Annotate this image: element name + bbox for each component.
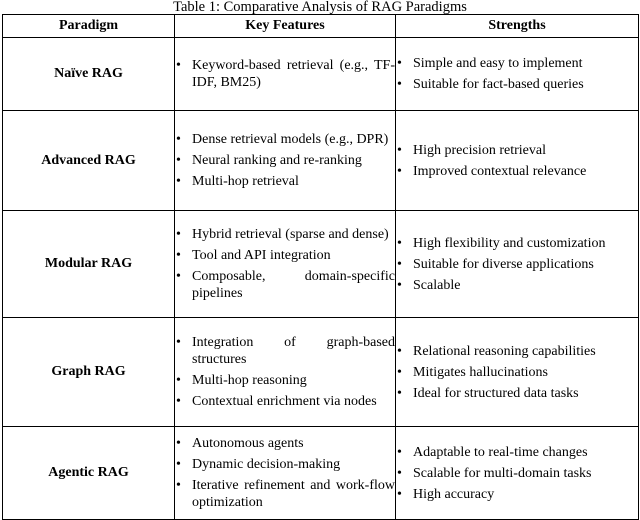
paradigm-cell: Modular RAG <box>3 211 175 318</box>
features-cell <box>175 427 396 520</box>
strength-item: • High flexibility and customization <box>396 235 638 252</box>
strength-item: • High precision retrieval <box>396 142 638 159</box>
strength-item: • Mitigates hallucinations <box>396 364 638 381</box>
header-key-features: Key Features <box>175 15 396 38</box>
table-row-naive-rag <box>3 38 639 111</box>
header-paradigm: Paradigm <box>3 15 175 38</box>
feature-item: • Integration of graph-based structures <box>175 334 395 368</box>
table-row-agentic-rag <box>3 427 639 520</box>
feature-item: • Keyword-based retrieval (e.g., TF-IDF, BM25) <box>175 57 395 91</box>
features-cell <box>175 38 396 111</box>
feature-item: • Iterative refinement and work-flow optimization <box>175 477 395 511</box>
table-row-graph-rag <box>3 318 639 427</box>
strengths-cell <box>396 111 639 211</box>
feature-item: • Contextual enrichment via nodes <box>175 393 395 410</box>
header-row <box>3 15 639 38</box>
table-row-modular-rag <box>3 211 639 318</box>
feature-item: • Multi-hop retrieval <box>175 173 395 190</box>
paradigm-cell: Advanced RAG <box>3 111 175 211</box>
feature-item: • Dense retrieval models (e.g., DPR) <box>175 131 395 148</box>
strength-item: • Simple and easy to implement <box>396 55 638 72</box>
strength-item: • Relational reasoning capabilities <box>396 343 638 360</box>
features-cell <box>175 111 396 211</box>
features-cell <box>175 211 396 318</box>
feature-item: • Composable, domain-specific pipelines <box>175 268 395 302</box>
strength-item: • Suitable for diverse applications <box>396 256 638 273</box>
strength-item: • Improved contextual relevance <box>396 163 638 180</box>
strength-item: • High accuracy <box>396 486 638 503</box>
strength-item: • Suitable for fact-based queries <box>396 76 638 93</box>
strength-item: • Ideal for structured data tasks <box>396 385 638 402</box>
table-row-advanced-rag <box>3 111 639 211</box>
feature-item: • Neural ranking and re-ranking <box>175 152 395 169</box>
strengths-cell <box>396 211 639 318</box>
paradigm-cell: Naïve RAG <box>3 38 175 111</box>
strengths-cell <box>396 427 639 520</box>
strengths-cell <box>396 318 639 427</box>
strength-item: • Scalable <box>396 277 638 294</box>
feature-item: • Hybrid retrieval (sparse and dense) <box>175 226 395 243</box>
header-strengths: Strengths <box>396 15 639 38</box>
paradigm-cell: Graph RAG <box>3 318 175 427</box>
feature-item: • Tool and API integration <box>175 247 395 264</box>
strength-item: • Scalable for multi-domain tasks <box>396 465 638 482</box>
feature-item: • Multi-hop reasoning <box>175 372 395 389</box>
paradigm-cell: Agentic RAG <box>3 427 175 520</box>
rag-paradigms-table <box>2 14 639 520</box>
feature-item: • Autonomous agents <box>175 435 395 452</box>
features-cell <box>175 318 396 427</box>
feature-item: • Dynamic decision-making <box>175 456 395 473</box>
strength-item: • Adaptable to real-time changes <box>396 444 638 461</box>
table-caption: Table 1: Comparative Analysis of RAG Paradigms <box>173 0 467 15</box>
strengths-cell <box>396 38 639 111</box>
